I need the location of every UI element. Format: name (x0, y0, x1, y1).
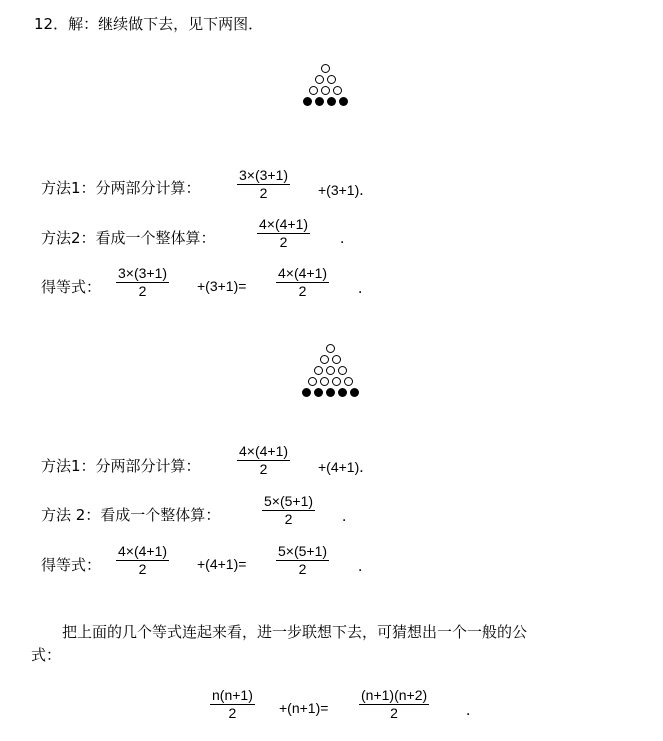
filled-dot (338, 388, 347, 397)
s2-method2-fraction (262, 493, 315, 528)
general-formula-middle: +(n+1)= (279, 700, 329, 716)
open-dot (320, 355, 329, 364)
fraction-numerator: 3×(3+1) (239, 167, 289, 183)
s2-equation-label: 得等式： (41, 556, 102, 574)
s1-method1-label: 方法1：分两部分计算： (41, 179, 201, 197)
s1-method1-fraction (237, 167, 290, 202)
s2-equation-middle: +(4+1)= (197, 556, 247, 572)
fraction-numerator: 3×(3+1) (118, 265, 168, 281)
open-dot (326, 366, 335, 375)
fraction-numerator: 4×(4+1) (118, 543, 168, 559)
fraction-numerator: 5×(5+1) (278, 543, 328, 559)
open-dot (309, 86, 318, 95)
s2-method1-label: 方法1：分两部分计算： (41, 457, 201, 475)
fraction-numerator: (n+1)(n+2) (361, 687, 428, 703)
general-formula-tail: ． (466, 702, 480, 718)
fraction-denominator: 2 (228, 705, 237, 721)
s2-method1-fraction (237, 443, 290, 478)
s1-method2-tail: ． (340, 230, 354, 246)
dot-triangle-figure-1 (303, 64, 359, 114)
open-dot (320, 377, 329, 386)
filled-dot (350, 388, 359, 397)
problem-heading: 12．解：继续做下去，见下两图． (34, 15, 264, 33)
open-dot (327, 75, 336, 84)
s2-method1-tail: +(4+1)． (318, 459, 374, 475)
s1-method2-fraction (257, 216, 310, 251)
fraction-numerator: 5×(5+1) (264, 493, 314, 509)
open-dot (314, 366, 323, 375)
s1-equation-right-fraction (276, 265, 329, 300)
s1-method2-label: 方法2：看成一个整体算： (41, 229, 216, 247)
fraction-denominator: 2 (298, 561, 307, 577)
open-dot (332, 377, 341, 386)
fraction-numerator: 4×(4+1) (239, 443, 289, 459)
filled-dot (303, 97, 312, 106)
filled-dot (302, 388, 311, 397)
fraction-denominator: 2 (259, 461, 268, 477)
s2-equation-left-fraction (116, 543, 169, 578)
s1-equation-tail: ． (358, 280, 372, 296)
filled-dot (314, 388, 323, 397)
s2-equation-tail: ． (358, 558, 372, 574)
fraction-numerator: 4×(4+1) (278, 265, 328, 281)
fraction-numerator: 4×(4+1) (259, 216, 309, 232)
s1-equation-left-fraction (116, 265, 169, 300)
open-dot (338, 366, 347, 375)
filled-dot (326, 388, 335, 397)
filled-dot (327, 97, 336, 106)
s1-equation-label: 得等式： (41, 278, 102, 296)
dot-triangle-figure-2 (302, 344, 370, 408)
fraction-denominator: 2 (138, 283, 147, 299)
fraction-denominator: 2 (284, 511, 293, 527)
s1-equation-middle: +(3+1)= (197, 278, 247, 294)
filled-dot (315, 97, 324, 106)
open-dot (321, 86, 330, 95)
fraction-numerator: n(n+1) (212, 687, 253, 703)
open-dot (321, 64, 330, 73)
general-formula-left-fraction (210, 687, 255, 722)
open-dot (308, 377, 317, 386)
fraction-denominator: 2 (279, 234, 288, 250)
fraction-denominator: 2 (138, 561, 147, 577)
open-dot (326, 344, 335, 353)
s2-equation-right-fraction (276, 543, 329, 578)
open-dot (333, 86, 342, 95)
s2-method2-tail: ． (342, 508, 356, 524)
general-formula-right-fraction (359, 687, 429, 722)
conclusion-line-2: 式： (31, 646, 62, 664)
open-dot (332, 355, 341, 364)
fraction-denominator: 2 (259, 185, 268, 201)
fraction-denominator: 2 (390, 705, 398, 721)
fraction-denominator: 2 (298, 283, 307, 299)
s1-method1-tail: +(3+1)． (318, 182, 374, 198)
s2-method2-label: 方法 2：看成一个整体算： (41, 506, 221, 524)
filled-dot (339, 97, 348, 106)
open-dot (315, 75, 324, 84)
open-dot (344, 377, 353, 386)
conclusion-line-1: 把上面的几个等式连起来看，进一步联想下去，可猜想出一个一般的公 (62, 623, 528, 641)
